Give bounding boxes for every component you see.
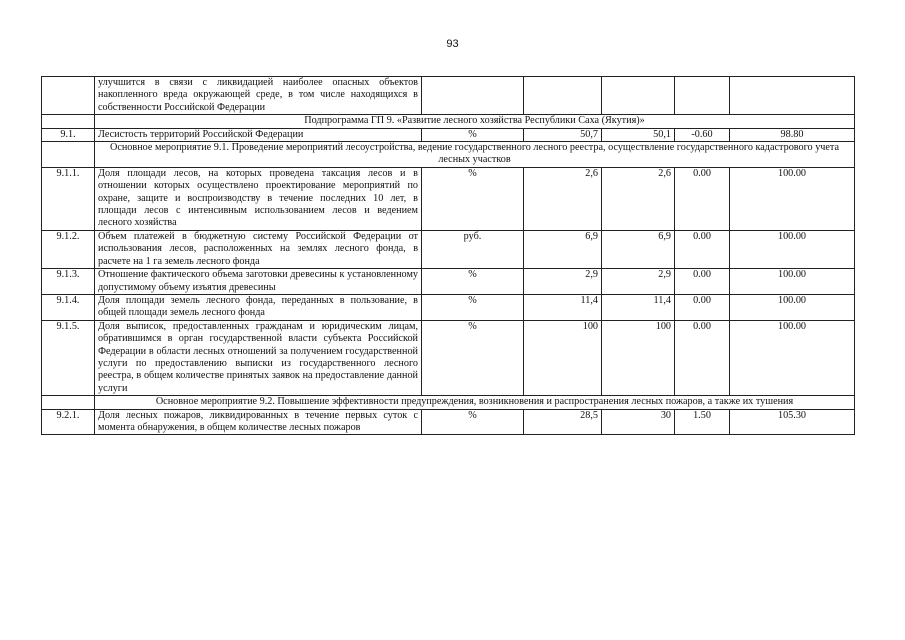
- indicator-name: Доля выписок, предоставленных гражданам и юридическим лицам, обратившимся в орган государственной власти субъекта Российской Федерации в области лесных отношений за получением государственной услуги по предоставлению выписки из государственного лесного реестра, в общем количестве принятых заявок на предоставление данной услуги: [95, 320, 422, 395]
- indicator-name: Отношение фактического объема заготовки древесины к установленному допустимому объему изъятия древесины: [95, 269, 422, 295]
- indicator-name: Доля площади лесов, на которых проведена таксация лесов и в отношении которых осуществлено проектирование мероприятий по охране, защите и воспроизводству в течение последних 10 лет, в площади лесов с интенсивным использованием лесов и ведением лесного хозяйства: [95, 167, 422, 230]
- table-row: [42, 269, 855, 295]
- row-number: [42, 396, 95, 409]
- indicator-name: улучшится в связи с ликвидацией наиболее опасных объектов накопленного вреда окружающей среде, в том числе находящихся в собственности Российской Федерации: [95, 77, 422, 115]
- row-number: 9.2.1.: [42, 409, 95, 435]
- page-number: 93: [446, 38, 459, 50]
- row-number: 9.1.5.: [42, 320, 95, 395]
- value-cell: 0.00: [675, 230, 730, 268]
- value-cell: 11,4: [524, 294, 602, 320]
- value-cell: [730, 77, 855, 115]
- value-cell: 30: [602, 409, 675, 435]
- table-row: [42, 320, 855, 395]
- row-number: 9.1.4.: [42, 294, 95, 320]
- unit-cell: %: [422, 128, 524, 141]
- indicator-name: Доля лесных пожаров, ликвидированных в течение первых суток с момента обнаружения, в общем количестве лесных пожаров: [95, 409, 422, 435]
- value-cell: 0.00: [675, 269, 730, 295]
- value-cell: 50,7: [524, 128, 602, 141]
- row-number: 9.1.: [42, 128, 95, 141]
- value-cell: 2,9: [524, 269, 602, 295]
- section-row: [42, 396, 855, 409]
- unit-cell: [422, 77, 524, 115]
- row-number: 9.1.2.: [42, 230, 95, 268]
- value-cell: 100.00: [730, 230, 855, 268]
- table-row: [42, 409, 855, 435]
- activity-title: Основное мероприятие 9.2. Повышение эффективности предупреждения, возникновения и распространения лесных пожаров, а также их тушения: [95, 396, 855, 409]
- indicator-name: Доля площади земель лесного фонда, переданных в пользование, в общей площади земель лесного фонда: [95, 294, 422, 320]
- unit-cell: %: [422, 320, 524, 395]
- unit-cell: %: [422, 167, 524, 230]
- section-row: [42, 142, 855, 168]
- value-cell: 0.00: [675, 320, 730, 395]
- section-row: [42, 115, 855, 128]
- unit-cell: %: [422, 409, 524, 435]
- table-row: [42, 167, 855, 230]
- indicator-name: Объем платежей в бюджетную систему Российской Федерации от использования лесов, расположенных на землях лесного фонда, в расчете на 1 га земель лесного фонда: [95, 230, 422, 268]
- table-row: [42, 128, 855, 141]
- value-cell: [602, 77, 675, 115]
- row-number: 9.1.1.: [42, 167, 95, 230]
- indicator-name: Лесистость территорий Российской Федерации: [95, 128, 422, 141]
- value-cell: 50,1: [602, 128, 675, 141]
- value-cell: 105.30: [730, 409, 855, 435]
- value-cell: 6,9: [602, 230, 675, 268]
- row-number: [42, 142, 95, 168]
- value-cell: 1.50: [675, 409, 730, 435]
- value-cell: [675, 77, 730, 115]
- table-row: [42, 294, 855, 320]
- row-number: [42, 77, 95, 115]
- value-cell: 11,4: [602, 294, 675, 320]
- unit-cell: руб.: [422, 230, 524, 268]
- value-cell: 100.00: [730, 294, 855, 320]
- row-number: 9.1.3.: [42, 269, 95, 295]
- unit-cell: %: [422, 294, 524, 320]
- value-cell: [524, 77, 602, 115]
- value-cell: 28,5: [524, 409, 602, 435]
- value-cell: 2,9: [602, 269, 675, 295]
- indicators-table: [41, 76, 855, 435]
- unit-cell: %: [422, 269, 524, 295]
- value-cell: 2,6: [602, 167, 675, 230]
- value-cell: 6,9: [524, 230, 602, 268]
- value-cell: 0.00: [675, 167, 730, 230]
- value-cell: 100: [602, 320, 675, 395]
- value-cell: -0.60: [675, 128, 730, 141]
- row-number: [42, 115, 95, 128]
- table-row: [42, 230, 855, 268]
- value-cell: 0.00: [675, 294, 730, 320]
- table-row: [42, 77, 855, 115]
- value-cell: 100.00: [730, 167, 855, 230]
- value-cell: 2,6: [524, 167, 602, 230]
- value-cell: 98.80: [730, 128, 855, 141]
- subprogram-title: Подпрограмма ГП 9. «Развитие лесного хозяйства Республики Саха (Якутия)»: [95, 115, 855, 128]
- value-cell: 100: [524, 320, 602, 395]
- activity-title: Основное мероприятие 9.1. Проведение мероприятий лесоустройства, ведение государственного лесного реестра, осуществление государственного кадастрового учета лесных участков: [95, 142, 855, 168]
- value-cell: 100.00: [730, 320, 855, 395]
- value-cell: 100.00: [730, 269, 855, 295]
